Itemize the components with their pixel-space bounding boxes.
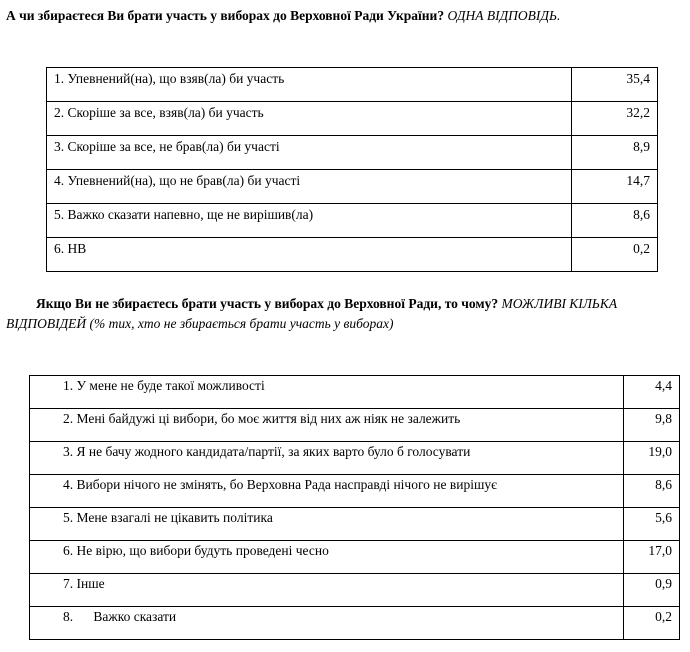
row-value: 4,4 [624, 376, 680, 409]
question-2-note: МОЖЛИВІ КІЛЬКА ВІДПОВІДЕЙ [6, 296, 618, 331]
row-label: 6. Не вірю, що вибори будуть проведені чесно [30, 541, 624, 574]
table-row [30, 475, 680, 508]
table-row [30, 574, 680, 607]
row-value: 19,0 [624, 442, 680, 475]
table-row [30, 508, 680, 541]
question-2-text: Якщо Ви не збираєтесь брати участь у виборах до Верховної Ради, то чому? [36, 296, 499, 311]
row-value: 14,7 [572, 170, 658, 204]
row-value: 0,2 [572, 238, 658, 272]
row-label: 3. Я не бачу жодного кандидата/партії, за яких варто було б голосувати [30, 442, 624, 475]
row-label: 3. Скоріше за все, не брав(ла) би участі [47, 136, 572, 170]
row-label: 1. Упевнений(на), що взяв(ла) би участь [47, 68, 572, 102]
row-value: 32,2 [572, 102, 658, 136]
row-label: 2. Мені байдужі ці вибори, бо моє життя від них аж ніяк не залежить [30, 409, 624, 442]
table-row [30, 607, 680, 640]
row-value: 17,0 [624, 541, 680, 574]
table-row [47, 102, 658, 136]
row-label: 2. Скоріше за все, взяв(ла) би участь [47, 102, 572, 136]
row-label: 8. Важко сказати [30, 607, 624, 640]
row-value: 8,6 [624, 475, 680, 508]
table-row [47, 238, 658, 272]
answers-table-2 [29, 375, 680, 640]
table-row [47, 204, 658, 238]
table-row [47, 136, 658, 170]
row-value: 8,6 [572, 204, 658, 238]
question-2 [6, 294, 682, 334]
table-row [47, 68, 658, 102]
row-value: 35,4 [572, 68, 658, 102]
row-value: 5,6 [624, 508, 680, 541]
row-value: 0,9 [624, 574, 680, 607]
row-label: 1. У мене не буде такої можливості [30, 376, 624, 409]
table-row [30, 376, 680, 409]
row-value: 8,9 [572, 136, 658, 170]
table-row [30, 409, 680, 442]
row-label: 4. Упевнений(на), що не брав(ла) би участі [47, 170, 572, 204]
table-row [30, 541, 680, 574]
row-label: 7. Інше [30, 574, 624, 607]
table-row [30, 442, 680, 475]
row-label: 5. Важко сказати напевно, ще не вирішив(ла) [47, 204, 572, 238]
row-value: 9,8 [624, 409, 680, 442]
answers-table-1 [46, 67, 658, 272]
question-2-subnote: (% тих, хто не збирається брати участь у виборах) [89, 316, 394, 331]
question-1 [6, 7, 686, 25]
question-1-note: ОДНА ВІДПОВІДЬ. [447, 8, 561, 23]
row-label: 5. Мене взагалі не цікавить політика [30, 508, 624, 541]
question-1-text: А чи збираєтеся Ви брати участь у виборах до Верховної Ради України? [6, 8, 445, 23]
table-row [47, 170, 658, 204]
row-value: 0,2 [624, 607, 680, 640]
row-label: 6. НВ [47, 238, 572, 272]
row-label: 4. Вибори нічого не змінять, бо Верховна Рада насправді нічого не вирішує [30, 475, 624, 508]
